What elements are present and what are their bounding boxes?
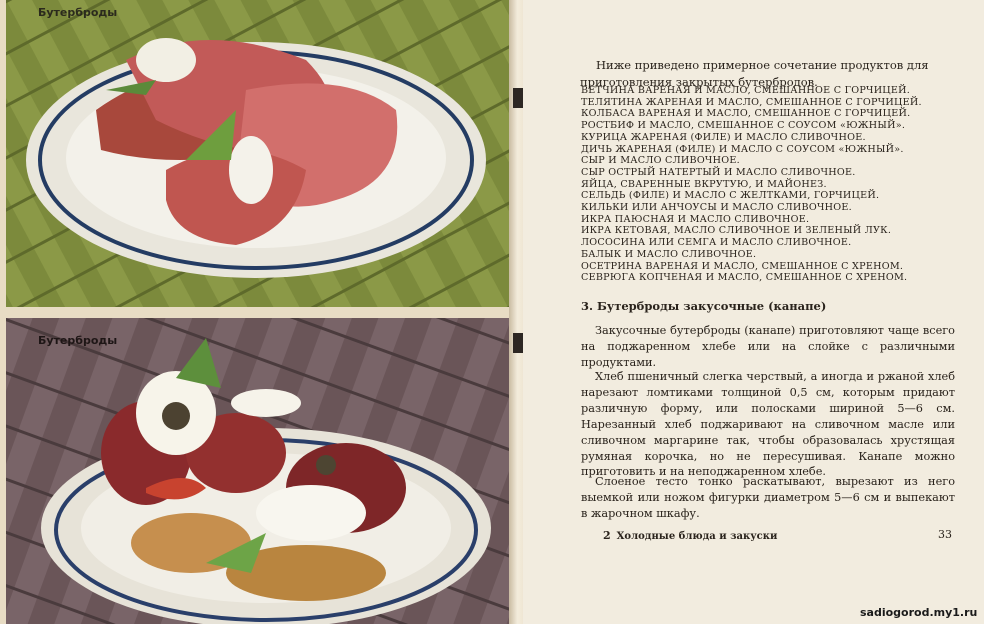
combination-item: КУРИЦА ЖАРЕНАЯ (ФИЛЕ) И МАСЛО СЛИВОЧНОЕ. xyxy=(581,131,866,143)
body-paragraph: Хлеб пшеничный слегка черствый, а иногда и ржаной хлеб нарезают ломтиками толщиной 0,5 см, которым придают различную форму, или полосками шириной 5—6 см. Нарезанный хлеб поджаривают на сливочном масле или сливочном маргарине так, чтобы образовалась хрустящая румяная корочка, но не пересушивая. Канапе можно приготовить и на неподжаренном хлебе. xyxy=(581,370,955,479)
top-photo-caption: Бутерброды xyxy=(38,6,118,19)
body-paragraph: Слоеное тесто тонко раскатывают, вырезают из него выемкой или ножом фигурки диаметром 5—6 см и выпекают в жарочном шкафу. xyxy=(581,475,955,520)
combination-item: ЯЙЦА, СВАРЕННЫЕ ВКРУТУЮ, И МАЙОНЕЗ. xyxy=(581,178,827,190)
top-photo xyxy=(6,0,509,307)
sandwich-combinations-list xyxy=(581,85,922,284)
combination-item: СЕЛЬДЬ (ФИЛЕ) И МАСЛО С ЖЕЛТКАМИ, ГОРЧИЦЕЙ. xyxy=(581,190,880,202)
chapter-number: 2 xyxy=(603,529,611,542)
combination-item: РОСТБИФ И МАСЛО, СМЕШАННОЕ С СОУСОМ «ЮЖНЫЙ». xyxy=(581,120,906,132)
ham-sandwich-photo xyxy=(6,0,509,307)
body-paragraph: Закусочные бутерброды (канапе) приготовляют чаще всего на поджаренном хлебе или на слойке с различными продуктами. xyxy=(581,324,955,369)
watermark: sadiogorod.my1.ru xyxy=(860,606,978,619)
combination-item: БАЛЫК И МАСЛО СЛИВОЧНОЕ. xyxy=(581,248,757,260)
canape-photo xyxy=(6,318,509,624)
combination-item: ИКРА КЕТОВАЯ, МАСЛО СЛИВОЧНОЕ И ЗЕЛЕНЫЙ ЛУК. xyxy=(581,225,892,237)
section-heading: 3. Бутерброды закусочные (канапе) xyxy=(581,299,827,313)
combination-item: СЕВРЮГА КОПЧЕНАЯ И МАСЛО, СМЕШАННОЕ С ХРЕНОМ. xyxy=(581,272,908,284)
combination-item: ОСЕТРИНА ВАРЕНАЯ И МАСЛО, СМЕШАННОЕ С ХРЕНОМ. xyxy=(581,260,904,272)
combination-item: ДИЧЬ ЖАРЕНАЯ (ФИЛЕ) И МАСЛО С СОУСОМ «ЮЖНЫЙ». xyxy=(581,143,904,155)
intro-paragraph: Ниже приведено примерное сочетание продуктов для приготовления закрытых бутербродов. xyxy=(580,57,929,89)
combination-item: СЫР ОСТРЫЙ НАТЕРТЫЙ И МАСЛО СЛИВОЧНОЕ. xyxy=(581,166,856,178)
bottom-photo xyxy=(6,318,509,624)
right-page xyxy=(523,0,984,624)
running-footer xyxy=(603,529,777,542)
combination-item: ИКРА ПАЮСНАЯ И МАСЛО СЛИВОЧНОЕ. xyxy=(581,213,810,225)
combination-item: ТЕЛЯТИНА ЖАРЕНАЯ И МАСЛО, СМЕШАННОЕ С ГОРЧИЦЕЙ. xyxy=(581,96,922,108)
combination-item: ВЕТЧИНА ВАРЕНАЯ И МАСЛО, СМЕШАННОЕ С ГОРЧИЦЕЙ. xyxy=(581,85,911,96)
combination-item: КОЛБАСА ВАРЕНАЯ И МАСЛО, СМЕШАННОЕ С ГОРЧИЦЕЙ. xyxy=(581,108,911,120)
page-number: 33 xyxy=(938,528,952,541)
combination-item: ЛОСОСИНА ИЛИ СЕМГА И МАСЛО СЛИВОЧНОЕ. xyxy=(581,237,852,249)
combination-item: СЫР И МАСЛО СЛИВОЧНОЕ. xyxy=(581,155,740,167)
combination-item: КИЛЬКИ ИЛИ АНЧОУСЫ И МАСЛО СЛИВОЧНОЕ. xyxy=(581,202,852,214)
chapter-title: Холодные блюда и закуски xyxy=(616,531,778,542)
bottom-photo-caption: Бутерброды xyxy=(38,334,118,347)
